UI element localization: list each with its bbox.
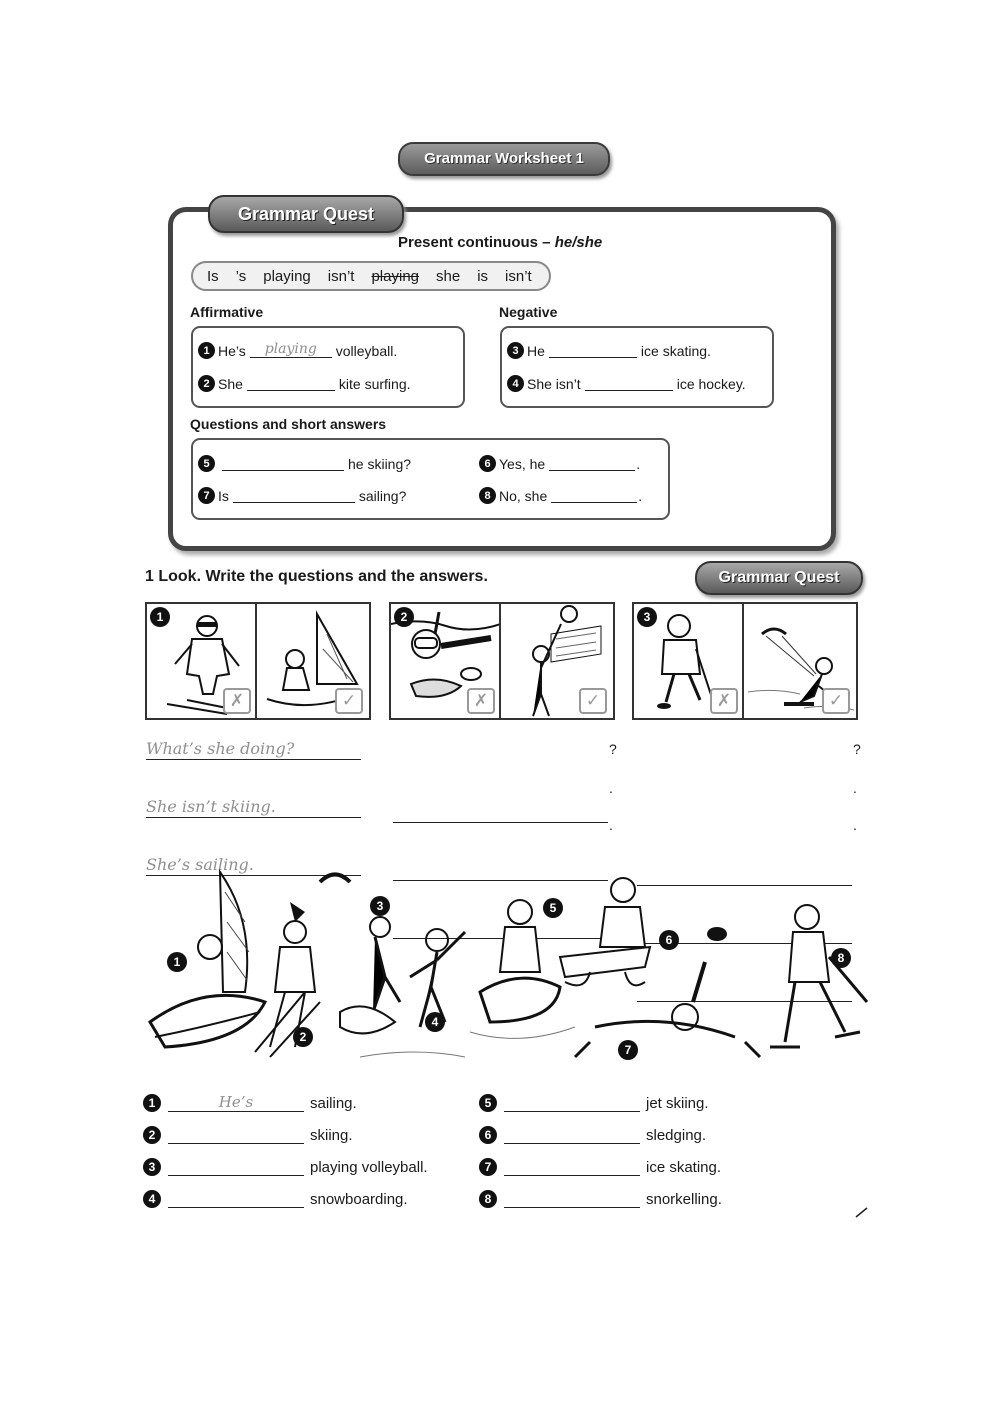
questions-label: Questions and short answers <box>190 416 387 432</box>
answer-blank[interactable] <box>168 1127 304 1144</box>
grammar-subtitle: Present continuous – he/she <box>398 234 603 251</box>
affirmative-sentence-1 <box>198 342 397 359</box>
word-bank-item: isn’t <box>327 267 355 285</box>
tick-mark: ✓ <box>335 688 363 714</box>
answer-blank[interactable] <box>504 1159 640 1176</box>
scene-number-1: 1 <box>167 952 187 972</box>
picture-number: 1 <box>150 607 170 627</box>
answer-blank[interactable] <box>504 1127 640 1144</box>
word-bank-item: ’s <box>235 267 247 285</box>
tick-mark: ✓ <box>822 688 850 714</box>
answer-blank[interactable] <box>222 456 344 471</box>
handwritten-answer: She’s sailing. <box>146 855 254 874</box>
sentence-end: skiing. <box>310 1126 353 1144</box>
negative-label: Negative <box>499 304 558 320</box>
picture-skiing <box>145 602 259 720</box>
answer-line-1-question[interactable] <box>146 739 361 760</box>
handwritten-answer: playing <box>264 341 317 357</box>
number-badge: 4 <box>507 375 524 392</box>
handwritten-answer: She isn’t skiing. <box>146 797 276 816</box>
picture-group-3 <box>632 602 858 720</box>
word-bank-item: Is <box>207 267 219 285</box>
sentence-start: Yes, he <box>499 455 546 472</box>
answer-blank[interactable] <box>504 1191 640 1208</box>
answer-blank[interactable] <box>549 456 635 471</box>
number-badge: 5 <box>198 455 215 472</box>
scene-number-8: 8 <box>831 948 851 968</box>
number-badge: 7 <box>198 487 215 504</box>
word-bank-item-used: playing <box>371 267 420 285</box>
word-bank-item: is <box>477 267 489 285</box>
sentence-end: snorkelling. <box>646 1190 722 1208</box>
picture-sailing <box>255 602 371 720</box>
worksheet-title: Grammar Worksheet 1 <box>398 142 610 176</box>
sentence-end: volleyball. <box>335 342 398 359</box>
period-mark: . <box>609 817 613 833</box>
sentence-end: kite surfing. <box>338 375 411 392</box>
sentence-end: he skiing? <box>348 455 412 472</box>
picture-number: 3 <box>637 607 657 627</box>
question-7 <box>198 487 406 504</box>
answer-blank[interactable] <box>168 1159 304 1176</box>
answer-blank[interactable] <box>504 1095 640 1112</box>
answer-blank[interactable] <box>168 1092 304 1112</box>
picture-ice-hockey <box>632 602 746 720</box>
answer-6 <box>479 455 640 472</box>
question-mark: ? <box>853 741 861 757</box>
cross-mark: ✗ <box>223 688 251 714</box>
sentence-start: He’s <box>218 342 246 359</box>
exercise-2-item-2 <box>143 1126 353 1144</box>
number-badge: 8 <box>479 487 496 504</box>
number-badge: 3 <box>507 342 524 359</box>
handwritten-answer: He’s <box>218 1092 254 1111</box>
answer-blank[interactable] <box>233 488 355 503</box>
answer-blank[interactable] <box>585 376 673 391</box>
negative-box <box>500 326 774 408</box>
scene-number-6: 6 <box>659 930 679 950</box>
word-bank <box>191 261 551 291</box>
number-badge: 3 <box>143 1158 161 1176</box>
number-badge: 1 <box>198 342 215 359</box>
negative-sentence-4 <box>507 375 746 392</box>
answer-line-1-negative[interactable] <box>146 797 361 818</box>
pencil-mark <box>855 1206 869 1218</box>
sentence-end: sledging. <box>646 1126 707 1144</box>
sports-scene-illustration <box>145 862 870 1072</box>
sports-scene <box>145 862 870 1072</box>
answer-line-2-question[interactable] <box>393 802 608 823</box>
scene-number-5: 5 <box>543 898 563 918</box>
word-bank-item: isn’t <box>505 267 532 285</box>
cross-mark: ✗ <box>467 688 495 714</box>
answer-blank[interactable] <box>250 343 332 358</box>
grammar-quest-tab: Grammar Quest <box>208 195 404 233</box>
sentence-start: She <box>218 375 243 392</box>
question-mark: ? <box>609 741 617 757</box>
sentence-end: . <box>638 487 643 504</box>
picture-kite-surfing <box>742 602 858 720</box>
sentence-start: He <box>527 342 545 359</box>
period-mark: . <box>853 780 857 796</box>
period-mark: . <box>609 780 613 796</box>
exercise-2-item-6 <box>479 1126 706 1144</box>
answer-blank[interactable] <box>168 1191 304 1208</box>
picture-number: 2 <box>394 607 414 627</box>
exercise-1-title: 1 Look. Write the questions and the answers. <box>145 568 488 585</box>
number-badge: 8 <box>479 1190 497 1208</box>
sentence-end: ice skating. <box>646 1158 722 1176</box>
sentence-end: snowboarding. <box>310 1190 408 1208</box>
exercise-2-item-1 <box>143 1094 357 1112</box>
word-bank-item: playing <box>263 267 311 285</box>
number-badge: 4 <box>143 1190 161 1208</box>
number-badge: 6 <box>479 455 496 472</box>
sentence-end: jet skiing. <box>646 1094 709 1112</box>
period-mark: . <box>853 817 857 833</box>
number-badge: 6 <box>479 1126 497 1144</box>
exercise-2-item-4 <box>143 1190 408 1208</box>
exercise-2-item-8 <box>479 1190 722 1208</box>
picture-group-2 <box>389 602 615 720</box>
sentence-start: No, she <box>499 487 548 504</box>
cross-mark: ✗ <box>710 688 738 714</box>
answer-blank[interactable] <box>247 376 335 391</box>
picture-volleyball <box>499 602 615 720</box>
sentence-end: . <box>636 455 641 472</box>
answer-8 <box>479 487 642 504</box>
scene-number-2: 2 <box>293 1027 313 1047</box>
tick-mark: ✓ <box>579 688 607 714</box>
affirmative-sentence-2 <box>198 375 411 392</box>
exercise-2-item-5 <box>479 1094 709 1112</box>
scene-number-7: 7 <box>618 1040 638 1060</box>
exercise-2-item-3 <box>143 1158 428 1176</box>
questions-box <box>191 438 670 520</box>
handwritten-answer: What’s she doing? <box>146 739 295 758</box>
picture-snorkelling <box>389 602 503 720</box>
question-5 <box>198 455 411 472</box>
scene-number-4: 4 <box>425 1012 445 1032</box>
sentence-start: Is <box>218 487 229 504</box>
negative-sentence-3 <box>507 342 711 359</box>
sentence-end: sailing? <box>358 487 407 504</box>
exercise-2-item-7 <box>479 1158 721 1176</box>
sentence-end: ice skating. <box>640 342 711 359</box>
number-badge: 7 <box>479 1158 497 1176</box>
grammar-quest-badge: Grammar Quest <box>695 561 863 595</box>
scene-number-3: 3 <box>370 896 390 916</box>
number-badge: 2 <box>143 1126 161 1144</box>
sentence-end: sailing. <box>310 1094 357 1112</box>
affirmative-label: Affirmative <box>190 304 264 320</box>
affirmative-box <box>191 326 465 408</box>
number-badge: 1 <box>143 1094 161 1112</box>
word-bank-item: she <box>436 267 461 285</box>
answer-blank[interactable] <box>551 488 637 503</box>
sentence-start: She isn’t <box>527 375 581 392</box>
picture-group-1 <box>145 602 371 720</box>
number-badge: 5 <box>479 1094 497 1112</box>
sentence-end: ice hockey. <box>676 375 746 392</box>
answer-blank[interactable] <box>549 343 637 358</box>
sentence-end: playing volleyball. <box>310 1158 428 1176</box>
number-badge: 2 <box>198 375 215 392</box>
